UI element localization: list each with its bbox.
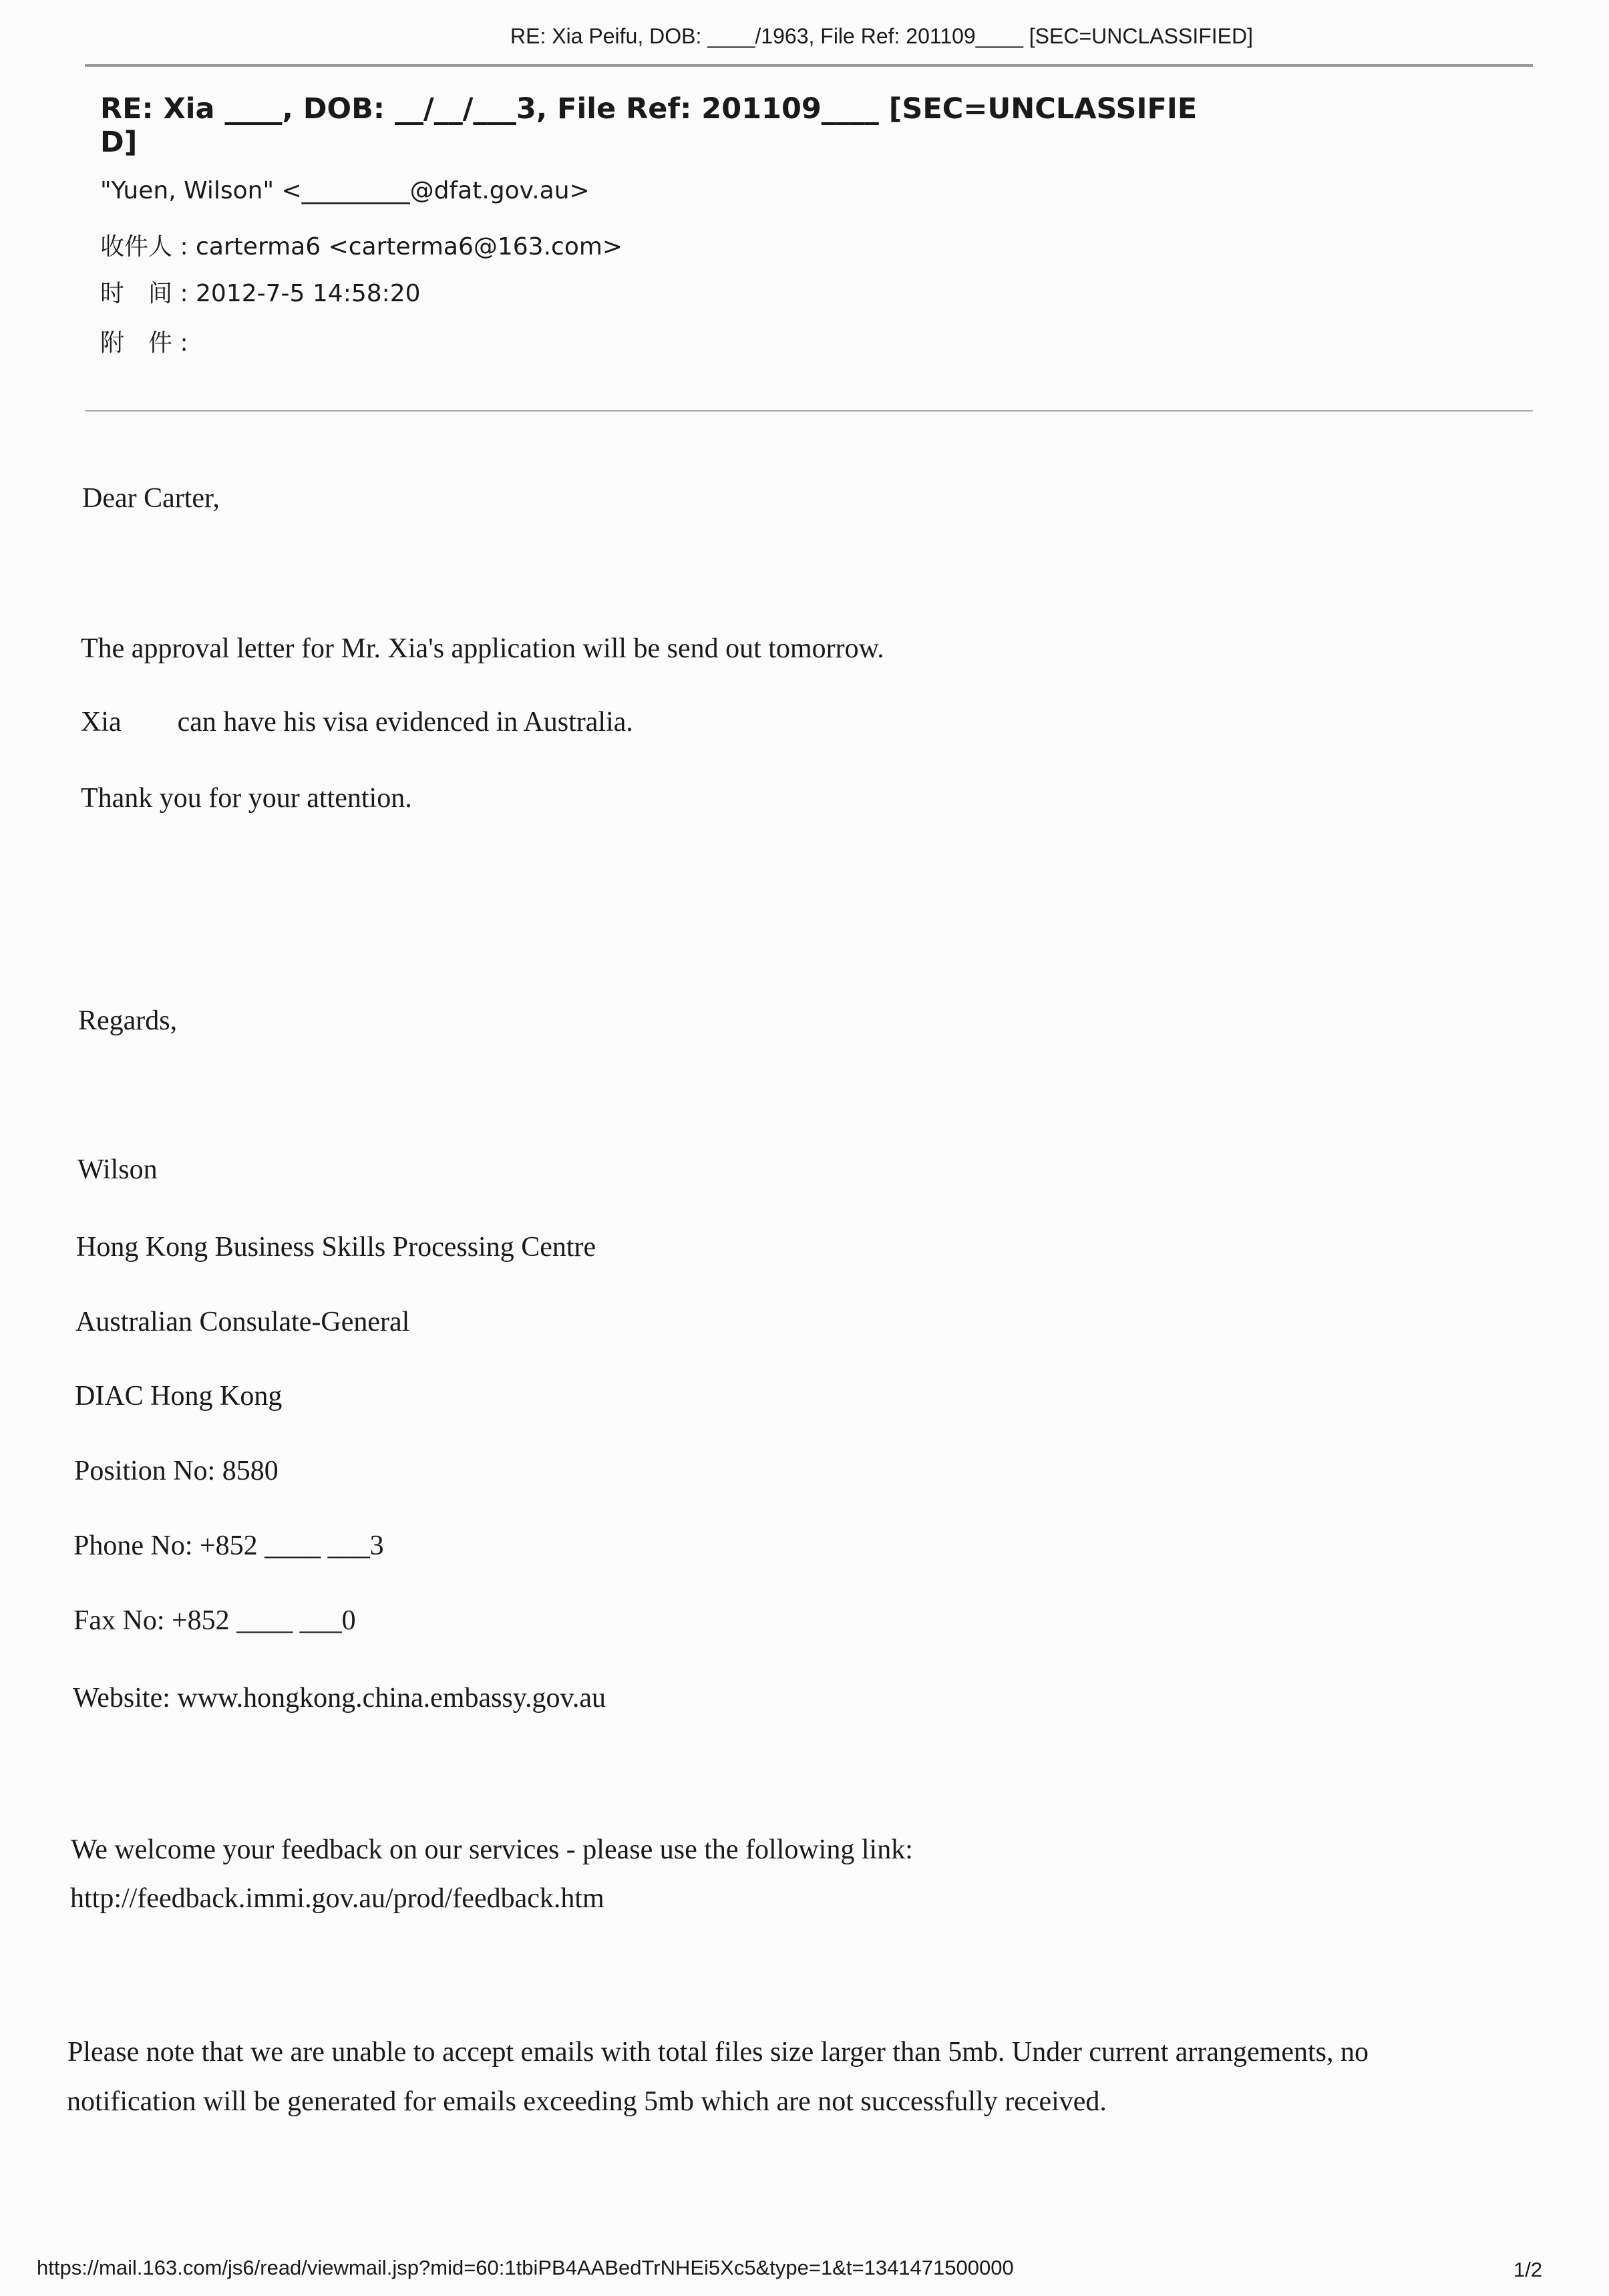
page-number: 1/2 <box>1513 2258 1543 2281</box>
body-paragraph-1: The approval letter for Mr. Xia's application will be send out tomorrow. <box>81 633 884 664</box>
subject-line-2: D] <box>100 126 138 159</box>
footer-url: https://mail.163.com/js6/read/viewmail.jsp?mid=60:1tbiPB4AABedTrNHEi5Xc5&type=1&t=1341471500000 <box>37 2256 1014 2279</box>
email-to <box>100 228 622 262</box>
signature-phone: Phone No: +852 ____ ___3 <box>73 1530 384 1561</box>
greeting: Dear Carter, <box>82 483 220 514</box>
subject-line-1: RE: Xia ____, DOB: __/__/___3, File Ref: 201109____ [SEC=UNCLASSIFIE <box>100 92 1198 126</box>
note-line-1: Please note that we are unable to accept emails with total files size larger than 5mb. Under current arrangements, no <box>67 2037 1369 2068</box>
time-label: 时 间 : <box>100 280 188 307</box>
signature-consulate: Australian Consulate-General <box>75 1307 410 1337</box>
note-line-2: notification will be generated for emails exceeding 5mb which are not successfully received. <box>67 2086 1107 2117</box>
header-divider <box>85 64 1533 67</box>
email-attachments: 附 件 : <box>100 329 188 357</box>
to-label: 收件人 : <box>100 233 188 261</box>
signature-office: Hong Kong Business Skills Processing Centre <box>76 1232 596 1263</box>
body-paragraph-2: Xia can have his visa evidenced in Australia. <box>81 707 633 737</box>
email-from: "Yuen, Wilson" <_________@dfat.gov.au> <box>100 177 590 204</box>
signature-name: Wilson <box>77 1154 158 1185</box>
to-value[interactable]: carterma6 <carterma6@163.com> <box>196 233 623 261</box>
signature-website[interactable]: Website: www.hongkong.china.embassy.gov.au <box>73 1683 606 1713</box>
regards: Regards, <box>78 1005 178 1036</box>
signature-fax: Fax No: +852 ____ ___0 <box>73 1605 356 1636</box>
signature-diac: DIAC Hong Kong <box>75 1381 283 1412</box>
email-subject <box>100 92 1197 159</box>
feedback-text: We welcome your feedback on our services - please use the following link: <box>71 1834 913 1865</box>
feedback-link[interactable]: http://feedback.immi.gov.au/prod/feedback.htm <box>70 1883 604 1914</box>
email-time <box>100 275 421 309</box>
signature-position: Position No: 8580 <box>74 1456 279 1486</box>
meta-divider <box>85 410 1533 412</box>
time-value: 2012-7-5 14:58:20 <box>196 280 421 307</box>
print-header-title: RE: Xia Peifu, DOB: ____/1963, File Ref: 201109____ [SEC=UNCLASSIFIED] <box>510 24 1253 48</box>
body-paragraph-3: Thank you for your attention. <box>81 783 412 814</box>
